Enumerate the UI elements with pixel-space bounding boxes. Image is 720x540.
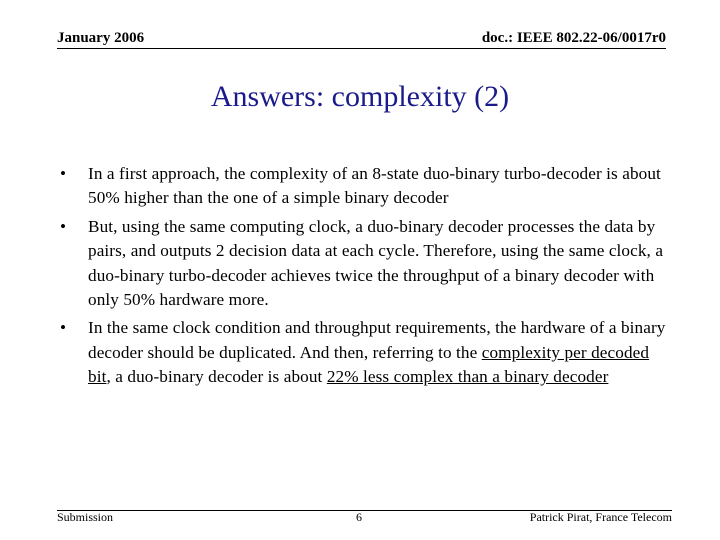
header-date: January 2006 bbox=[57, 30, 145, 46]
slide-title: Answers: complexity (2) bbox=[210, 80, 510, 113]
bullet-item bbox=[58, 215, 668, 313]
bullet-icon: • bbox=[60, 318, 67, 338]
footer-author: Patrick Pirat, France Telecom bbox=[529, 510, 672, 524]
footer-submission: Submission bbox=[57, 510, 114, 524]
underlined-phrase: 22% less complex than a binary decoder bbox=[326, 367, 609, 387]
header-doc-id: doc.: IEEE 802.22-06/0017r0 bbox=[481, 30, 666, 46]
bullet-item bbox=[58, 162, 668, 211]
bullet-text-part: , a duo-binary decoder is about bbox=[106, 367, 327, 387]
bullet-list bbox=[58, 162, 668, 394]
header-divider bbox=[57, 48, 666, 49]
bullet-icon: • bbox=[60, 164, 67, 183]
bullet-text: But, using the same computing clock, a duo-binary decoder processes the data by pairs, and outputs 2 decision data at each cycle. Therefore, using the same clock, a duo-binary turbo-decoder achieves twice the throughput of a binary decoder with only 50% hardware more. bbox=[88, 216, 664, 310]
page-number: 6 bbox=[356, 510, 362, 524]
underlined-phrase: complexity per decoded bit bbox=[88, 342, 650, 387]
bullet-text-part: In the same clock condition and throughput requirements, the hardware of a binary decoder should be duplicated. And then, referring to the bbox=[88, 318, 666, 362]
bullet-text: In a first approach, the complexity of an 8-state duo-binary turbo-decoder is about 50% higher than the one of a simple binary decoder bbox=[88, 164, 661, 208]
bullet-item bbox=[58, 316, 668, 389]
bullet-icon: • bbox=[60, 216, 67, 236]
